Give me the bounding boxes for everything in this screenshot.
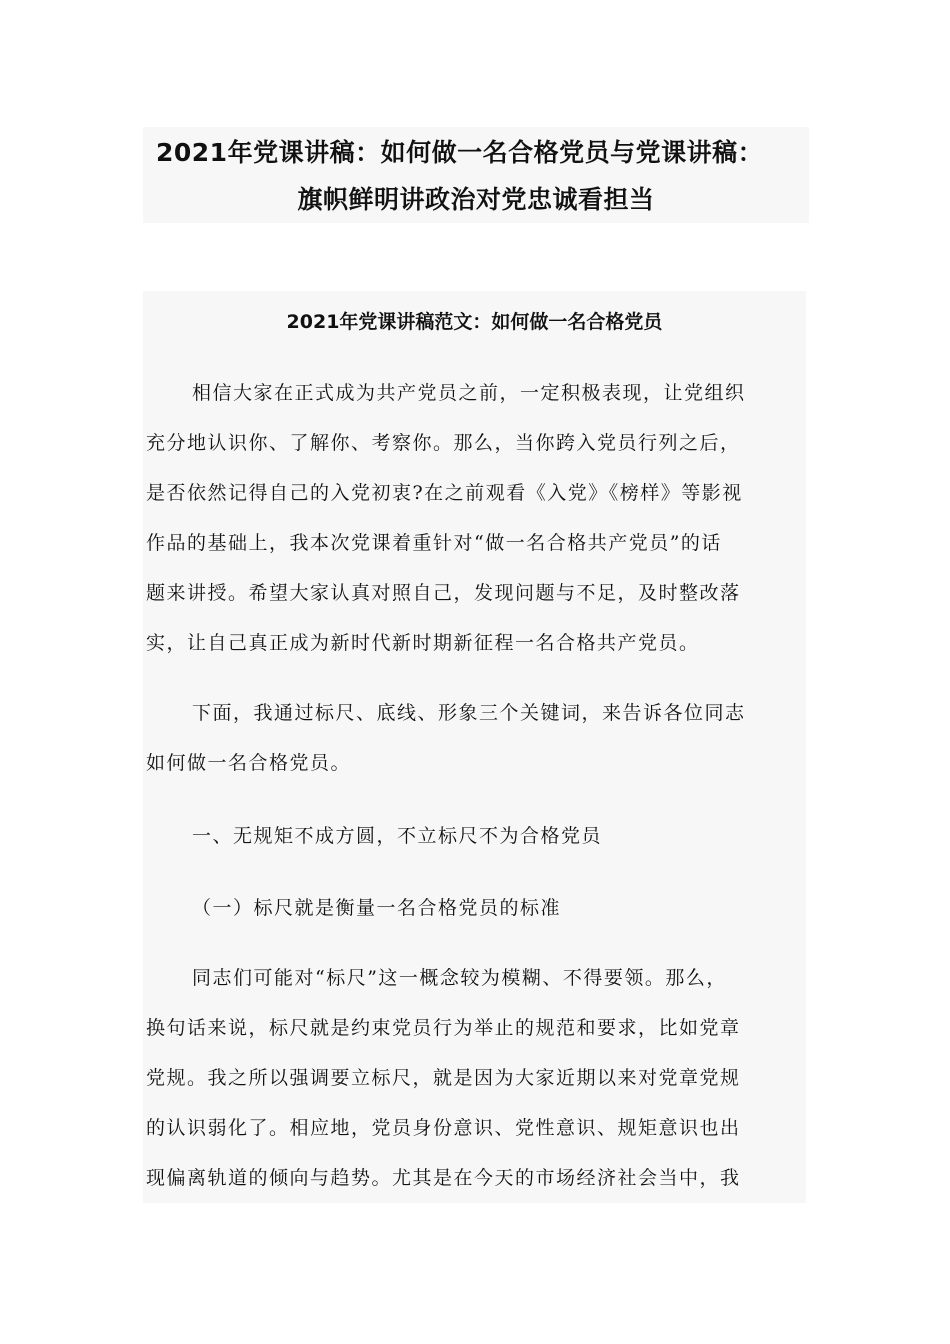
text-line: 现偏离轨道的倾向与趋势。尤其是在今天的市场经济社会当中，我 [146, 1167, 741, 1189]
document-title [143, 127, 809, 223]
text-line: 是否依然记得自己的入党初衷?在之前观看《入党》《榜样》等影视 [146, 482, 743, 504]
text-line: 换句话来说，标尺就是约束党员行为举止的规范和要求，比如党章 [146, 1017, 741, 1039]
text-line: 如何做一名合格党员。 [146, 752, 352, 774]
heading-subsection-1 [146, 883, 796, 933]
heading-section-1 [146, 811, 796, 861]
paragraph-standard [146, 953, 796, 1203]
text-line: 实，让自己真正成为新时代新时期新征程一名合格共产党员。 [146, 632, 700, 654]
text-line: （一）标尺就是衡量一名合格党员的标准 [192, 897, 562, 919]
text-line: 党规。我之所以强调要立标尺，就是因为大家近期以来对党章党规 [146, 1067, 741, 1089]
text-line: 的认识弱化了。相应地，党员身份意识、党性意识、规矩意识也出 [146, 1117, 741, 1139]
text-line: 作品的基础上，我本次党课着重针对“做一名合格共产党员”的话 [146, 532, 722, 554]
title-line-1: 2021年党课讲稿：如何做一名合格党员与党课讲稿： [156, 138, 764, 167]
text-line: 一、无规矩不成方圆，不立标尺不为合格党员 [192, 825, 603, 847]
text-line: 下面，我通过标尺、底线、形象三个关键词，来告诉各位同志 [192, 702, 746, 724]
title-line-2: 旗帜鲜明讲政治对党忠诚看担当 [297, 185, 655, 214]
text-line: 题来讲授。希望大家认真对照自己，发现问题与不足，及时整改落 [146, 582, 741, 604]
text-line: 同志们可能对“标尺”这一概念较为模糊、不得要领。那么， [192, 967, 727, 989]
paragraph-intro [146, 368, 796, 668]
text-line: 充分地认识你、了解你、考察你。那么，当你跨入党员行列之后， [146, 432, 741, 454]
document-body [143, 291, 806, 1203]
section-subtitle: 2021年党课讲稿范文：如何做一名合格党员 [286, 311, 663, 333]
paragraph-keywords [146, 688, 796, 788]
text-line: 相信大家在正式成为共产党员之前，一定积极表现，让党组织 [192, 382, 746, 404]
